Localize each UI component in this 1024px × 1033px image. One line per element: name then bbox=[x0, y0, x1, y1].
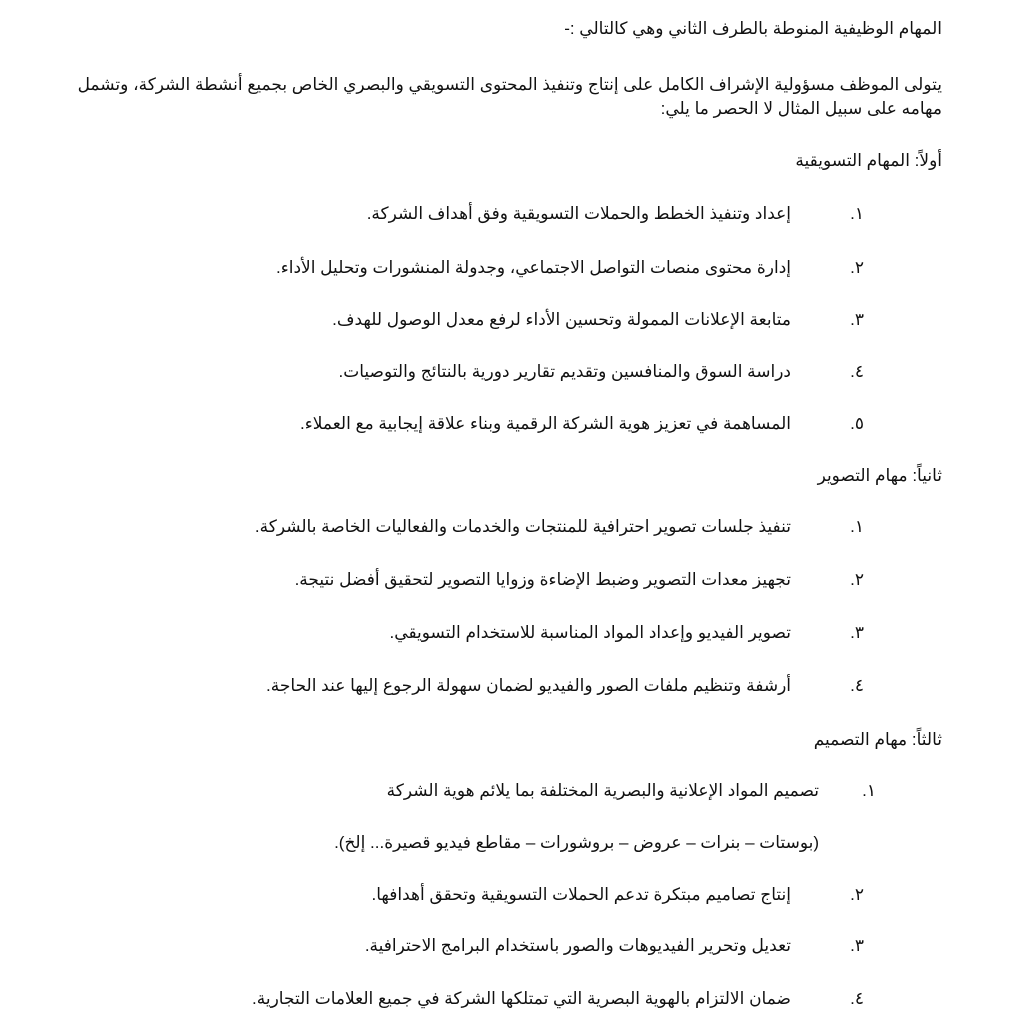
list-item-text: إنتاج تصاميم مبتكرة تدعم الحملات التسويقية وتحقق أهدافها. bbox=[371, 885, 791, 904]
list-item-number: ٣. bbox=[850, 936, 864, 955]
list-item-number: ١. bbox=[850, 517, 864, 536]
list-item-text: متابعة الإعلانات الممولة وتحسين الأداء لرفع معدل الوصول للهدف. bbox=[332, 310, 791, 329]
list-item bbox=[0, 257, 1024, 281]
list-item bbox=[0, 361, 1024, 385]
list-item-number: ١. bbox=[850, 204, 864, 223]
list-item-number: ٢. bbox=[850, 570, 864, 589]
list-item-number: ٢. bbox=[850, 258, 864, 277]
list-item bbox=[0, 884, 1024, 908]
list-item-number: ٥. bbox=[850, 414, 864, 433]
list-item bbox=[0, 309, 1024, 333]
list-item-number: ٣. bbox=[850, 310, 864, 329]
list-item bbox=[0, 569, 1024, 593]
list-item-number: ٤. bbox=[850, 362, 864, 381]
list-item bbox=[0, 780, 1024, 804]
list-item-number: ٤. bbox=[850, 676, 864, 695]
list-item-text: أرشفة وتنظيم ملفات الصور والفيديو لضمان سهولة الرجوع إليها عند الحاجة. bbox=[266, 676, 791, 695]
list-item-text: إعداد وتنفيذ الخطط والحملات التسويقية وفق أهداف الشركة. bbox=[366, 204, 791, 223]
list-item-text: تعديل وتحرير الفيديوهات والصور باستخدام البرامج الاحترافية. bbox=[364, 936, 791, 955]
list-item-continuation bbox=[0, 832, 1024, 856]
list-item bbox=[0, 988, 1024, 1012]
list-item-number: ٢. bbox=[850, 885, 864, 904]
list-item-number: ١. bbox=[862, 781, 876, 800]
list-item-text: تصوير الفيديو وإعداد المواد المناسبة للاستخدام التسويقي. bbox=[389, 623, 791, 642]
section-heading-design: ثالثاً: مهام التصميم bbox=[813, 730, 942, 749]
list-item-text: تنفيذ جلسات تصوير احترافية للمنتجات والخدمات والفعاليات الخاصة بالشركة. bbox=[254, 517, 791, 536]
document-title: المهام الوظيفية المنوطة بالطرف الثاني وهي كالتالي :- bbox=[564, 19, 942, 38]
list-item-text: دراسة السوق والمنافسين وتقديم تقارير دورية بالنتائج والتوصيات. bbox=[338, 362, 791, 381]
list-item-text: إدارة محتوى منصات التواصل الاجتماعي، وجدولة المنشورات وتحليل الأداء. bbox=[276, 258, 791, 277]
list-item bbox=[0, 935, 1024, 959]
list-item-text: ضمان الالتزام بالهوية البصرية التي تمتلكها الشركة في جميع العلامات التجارية. bbox=[252, 989, 791, 1008]
list-item bbox=[0, 516, 1024, 540]
list-item bbox=[0, 203, 1024, 227]
list-item-text: المساهمة في تعزيز هوية الشركة الرقمية وبناء علاقة إيجابية مع العملاء. bbox=[300, 414, 791, 433]
intro-paragraph-line-1: يتولى الموظف مسؤولية الإشراف الكامل على إنتاج وتنفيذ المحتوى التسويقي والبصري الخاص بجميع أنشطة الشركة، وتشمل bbox=[77, 75, 942, 94]
list-item bbox=[0, 622, 1024, 646]
list-item-text: تجهيز معدات التصوير وضبط الإضاءة وزوايا التصوير لتحقيق أفضل نتيجة. bbox=[294, 570, 791, 589]
list-item bbox=[0, 413, 1024, 437]
list-item-number: ٣. bbox=[850, 623, 864, 642]
section-heading-photography: ثانياً: مهام التصوير bbox=[817, 466, 942, 485]
section-heading-marketing: أولاً: المهام التسويقية bbox=[795, 151, 942, 170]
list-item-text: تصميم المواد الإعلانية والبصرية المختلفة بما يلائم هوية الشركة bbox=[386, 781, 819, 800]
list-item-number: ٤. bbox=[850, 989, 864, 1008]
intro-paragraph-line-2: مهامه على سبيل المثال لا الحصر ما يلي: bbox=[660, 99, 942, 118]
list-item-continuation-text: (بوستات – بنرات – عروض – بروشورات – مقاطع فيديو قصيرة... إلخ). bbox=[334, 833, 819, 852]
list-item bbox=[0, 675, 1024, 699]
